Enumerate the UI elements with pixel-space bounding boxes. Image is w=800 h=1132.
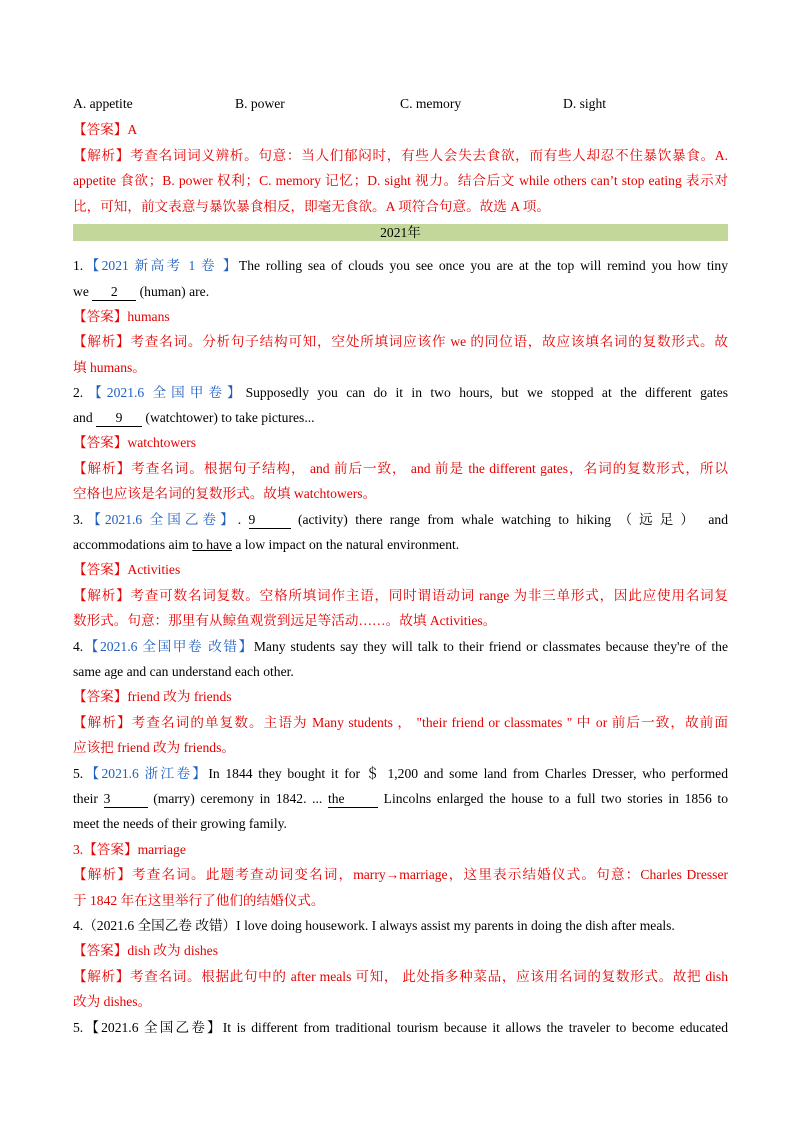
option-b: B. power (235, 96, 285, 111)
q1-line-1 (73, 256, 728, 276)
q3-text-pre: . (237, 512, 249, 527)
explanation-text: 考查名词的单复数。主语为 Many students ， "their friend or classmates " 中 or 前后一致，故前面 (131, 715, 728, 730)
q6-answer (73, 941, 728, 961)
q5-source: 【2021.6 浙江卷】 (83, 766, 209, 781)
answer-value: marriage (137, 842, 186, 857)
q5-blank-1: 3 (104, 791, 148, 808)
prev-explanation-line-2: appetite 食欲；B. power 权利；C. memory 记忆；D. sight 视力。结合后文 while others can’t stop eating 表示对 (73, 173, 728, 188)
q1-answer (73, 307, 728, 327)
q3-line-1 (73, 510, 728, 530)
option-a: A. appetite (73, 96, 133, 111)
q5-explanation-line-2: 于 1842 年在这里举行了他们的结婚仪式。 (73, 893, 325, 908)
q3-source: 【2021.6 全国乙卷】 (83, 512, 238, 527)
q5-explanation-line-1 (73, 865, 728, 885)
explanation-label: 【解析】 (73, 461, 132, 476)
prev-options (73, 94, 728, 114)
q3-underlined: to have (192, 537, 232, 552)
q3-explanation-line-1 (73, 586, 728, 606)
q5-blank-2: the (328, 791, 378, 808)
prev-explanation-line-3: 比，可知，前文表意与暴饮暴食相反，即毫无食欲。A 项符合句意。故选 A 项。 (73, 199, 550, 214)
q1-text: The rolling sea of clouds you see once you are at the top will remind you how tiny (238, 258, 728, 273)
q4-line-1 (73, 637, 728, 657)
q3-answer (73, 560, 728, 580)
q3-gloss: （远足） (618, 512, 701, 527)
q6-source: （2021.6 全国乙卷 改错） (83, 918, 237, 933)
explanation-label: 【解析】 (73, 969, 130, 984)
q4-text: Many students say they will talk to their friend or classmates because they're of the (253, 639, 728, 654)
q1-text-post: (human) are. (136, 284, 210, 299)
q4-line-2: same age and can understand each other. (73, 664, 294, 679)
prev-explanation-line-1 (73, 146, 728, 166)
q2-blank: 9 (96, 410, 142, 427)
q6-explanation-line-2: 改为 dishes。 (73, 994, 152, 1009)
q1-source: 【2021 新高考 1 卷 】 (83, 258, 239, 273)
q2-explanation-line-2: 空格也应该是名词的复数形式。故填 watchtowers。 (73, 486, 377, 501)
q3-text-mid: (activity) there range from whale watching to hiking (290, 512, 612, 527)
q2-text-pre: and (73, 410, 97, 425)
q1-blank: 2 (92, 284, 136, 301)
q4-explanation-line-1 (73, 713, 728, 733)
q5-line-1 (73, 764, 728, 784)
q1-explanation-line-1 (73, 332, 728, 352)
q2-source: 【2021.6 全国甲卷】 (83, 385, 246, 400)
q2-line-2 (73, 408, 728, 428)
q5-line-2 (73, 789, 728, 809)
answer-value: friend 改为 friends (127, 689, 232, 704)
answer-label: 3.【答案】 (73, 842, 138, 857)
answer-label: 【答案】 (73, 689, 128, 704)
q4-answer (73, 687, 728, 707)
q2-answer (73, 433, 728, 453)
q6-explanation-line-1 (73, 967, 728, 987)
q2-line-1 (73, 383, 728, 403)
q3-text-pre-2: accommodations aim (73, 537, 193, 552)
q3-line-2 (73, 535, 728, 555)
q1-text-pre: we (73, 284, 93, 299)
q5-text-pre: their (73, 791, 104, 806)
q6-line-1 (73, 916, 728, 936)
q3-text-post: a low impact on the natural environment. (231, 537, 460, 552)
answer-value: Activities (127, 562, 181, 577)
q2-explanation-line-1 (73, 459, 728, 479)
q6-number: 4. (73, 918, 84, 933)
q5-text: In 1844 they bought it for ＄ 1,200 and some land from Charles Dresser, who performed (208, 766, 728, 781)
q4-number: 4. (73, 639, 84, 654)
q1-number: 1. (73, 258, 84, 273)
answer-label: 【答案】 (73, 562, 128, 577)
q7-line-1 (73, 1018, 728, 1038)
q3-text-end: and (708, 512, 728, 527)
q2-text-post: (watchtower) to take pictures... (142, 410, 315, 425)
answer-value: humans (127, 309, 170, 324)
explanation-text: 考查名词词义辨析。句意：当人们郁闷时，有些人会失去食欲，而有些人却忍不住暴饮暴食。A. (130, 148, 728, 163)
q4-source: 【2021.6 全国甲卷 改错】 (83, 639, 254, 654)
q5-text-post: Lincolns enlarged the house to a full two stories in 1856 to (377, 791, 728, 806)
explanation-text: 考查可数名词复数。空格所填词作主语，同时谓语动词 range 为非三单形式，因此应使用名词复 (130, 588, 728, 603)
answer-value: dish 改为 dishes (127, 943, 219, 958)
explanation-text: 考查名词。分析句子结构可知，空处所填词应该作 we 的同位语，故应该填名词的复数形式。故 (130, 334, 728, 349)
q5-answer (73, 840, 728, 860)
q1-line-2 (73, 282, 728, 302)
answer-label: 【答案】 (73, 309, 128, 324)
answer-label: 【答案】 (73, 122, 128, 137)
q7-source: 【2021.6 全国乙卷】 (83, 1020, 223, 1035)
explanation-label: 【解析】 (73, 148, 131, 163)
q7-number: 5. (73, 1020, 84, 1035)
q2-number: 2. (73, 385, 84, 400)
explanation-label: 【解析】 (73, 588, 131, 603)
q6-text: I love doing housework. I always assist my parents in doing the dish after meals. (236, 918, 675, 933)
answer-value: A (127, 122, 138, 137)
explanation-text: 考查名词。根据句子结构， and 前后一致， and 前是 the different gates，名词的复数形式，所以 (131, 461, 728, 476)
answer-label: 【答案】 (73, 943, 128, 958)
q2-text: Supposedly you can do it in two hours, but we stopped at the different gates (245, 385, 728, 400)
q5-number: 5. (73, 766, 84, 781)
q3-blank: 9 (249, 512, 291, 529)
q5-line-3: meet the needs of their growing family. (73, 816, 287, 831)
explanation-text: 考查名词。此题考查动词变名词，marry→marriage，这里表示结婚仪式。句意：Charles Dresser (132, 867, 728, 882)
prev-answer (73, 120, 728, 140)
explanation-label: 【解析】 (73, 334, 131, 349)
option-c: C. memory (400, 96, 462, 111)
q4-explanation-line-2: 应该把 friend 改为 friends。 (73, 740, 235, 755)
q3-explanation-line-2: 数形式。句意：那里有从鲸鱼观赏到远足等活动……。故填 Activities。 (73, 613, 497, 628)
q1-explanation-line-2: 填 humans。 (73, 360, 146, 375)
q3-number: 3. (73, 512, 84, 527)
q7-text: It is different from traditional tourism because it allows the traveler to become educated (222, 1020, 728, 1035)
q5-text-mid: (marry) ceremony in 1842. ... (147, 791, 328, 806)
answer-value: watchtowers (127, 435, 197, 450)
answer-label: 【答案】 (73, 435, 128, 450)
explanation-label: 【解析】 (73, 867, 132, 882)
explanation-text: 考查名词。根据此句中的 after meals 可知， 此处指多种菜品，应该用名词的复数形式。故把 dish (129, 969, 728, 984)
section-banner: 2021年 (73, 224, 728, 241)
option-d: D. sight (563, 96, 607, 111)
explanation-label: 【解析】 (73, 715, 132, 730)
